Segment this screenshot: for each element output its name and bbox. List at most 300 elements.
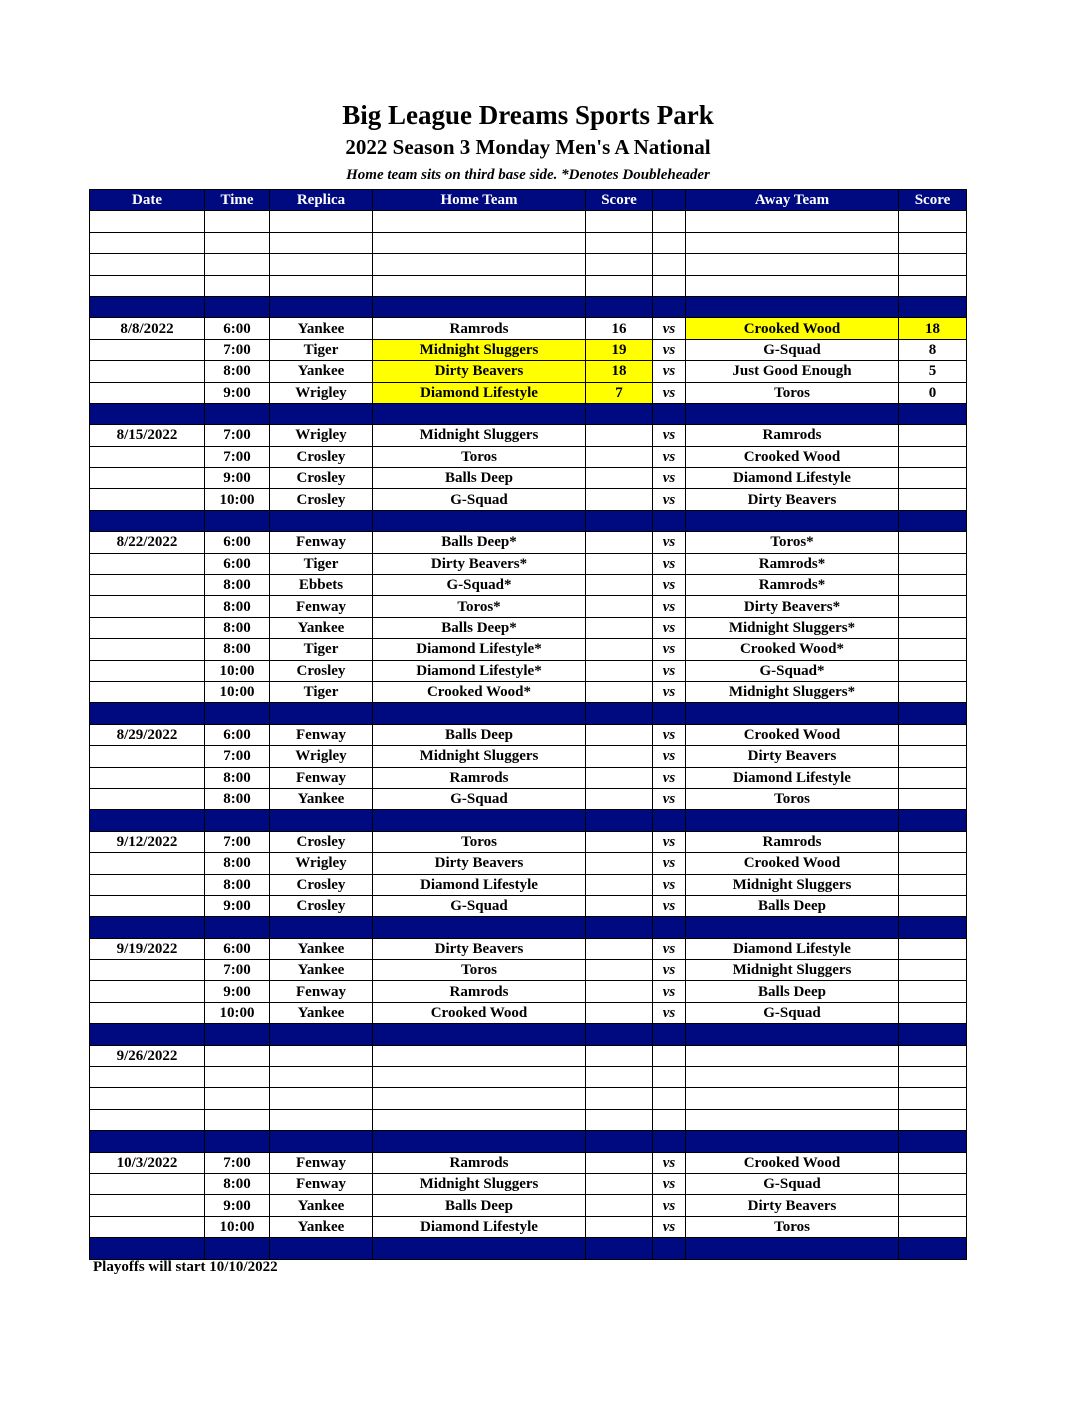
separator-cell — [899, 403, 967, 424]
home-score-cell — [586, 1067, 653, 1088]
replica-field-cell: Yankee — [270, 1195, 373, 1216]
time-cell: 7:00 — [205, 339, 270, 360]
replica-field-cell: Fenway — [270, 532, 373, 553]
away-team-cell: Crooked Wood — [686, 853, 899, 874]
date-cell — [90, 617, 205, 638]
home-team-cell — [373, 1067, 586, 1088]
away-score-cell — [899, 895, 967, 916]
date-cell — [90, 446, 205, 467]
home-score-cell — [586, 489, 653, 510]
separator-cell — [205, 1238, 270, 1259]
separator-cell — [586, 403, 653, 424]
game-row — [90, 532, 967, 553]
game-row — [90, 1045, 967, 1066]
time-cell: 9:00 — [205, 981, 270, 1002]
date-cell — [90, 1067, 205, 1088]
away-score-cell: 0 — [899, 382, 967, 403]
week-separator-row — [90, 1024, 967, 1045]
vs-cell — [653, 1067, 686, 1088]
game-row — [90, 1216, 967, 1237]
away-score-cell — [899, 1088, 967, 1109]
replica-field-cell: Fenway — [270, 596, 373, 617]
replica-field-cell: Fenway — [270, 981, 373, 1002]
separator-cell — [205, 917, 270, 938]
separator-cell — [686, 1131, 899, 1152]
week-separator-row — [90, 810, 967, 831]
away-team-cell — [686, 211, 899, 232]
time-cell — [205, 232, 270, 253]
away-score-cell — [899, 211, 967, 232]
game-row — [90, 960, 967, 981]
separator-cell — [373, 403, 586, 424]
away-score-cell — [899, 1002, 967, 1023]
home-score-cell — [586, 532, 653, 553]
week-separator-row — [90, 703, 967, 724]
time-cell — [205, 211, 270, 232]
home-score-cell — [586, 639, 653, 660]
vs-cell: vs — [653, 960, 686, 981]
separator-cell — [586, 510, 653, 531]
game-row — [90, 874, 967, 895]
away-score-cell — [899, 681, 967, 702]
time-cell: 8:00 — [205, 788, 270, 809]
week-separator-row — [90, 403, 967, 424]
time-cell — [205, 1045, 270, 1066]
column-header-home-score: Score — [586, 190, 653, 211]
away-score-cell — [899, 1109, 967, 1130]
replica-field-cell — [270, 254, 373, 275]
game-row — [90, 981, 967, 1002]
home-score-cell — [586, 831, 653, 852]
separator-cell — [90, 1024, 205, 1045]
week-separator-row — [90, 917, 967, 938]
separator-cell — [373, 1238, 586, 1259]
time-cell: 8:00 — [205, 1173, 270, 1194]
away-team-cell: Dirty Beavers — [686, 1195, 899, 1216]
separator-cell — [586, 1238, 653, 1259]
vs-cell: vs — [653, 617, 686, 638]
separator-cell — [899, 917, 967, 938]
vs-cell: vs — [653, 596, 686, 617]
home-score-cell — [586, 446, 653, 467]
away-team-cell: Toros — [686, 1216, 899, 1237]
separator-cell — [686, 510, 899, 531]
week-separator-row — [90, 1238, 967, 1259]
date-cell: 10/3/2022 — [90, 1152, 205, 1173]
home-score-cell — [586, 874, 653, 895]
separator-cell — [653, 1238, 686, 1259]
away-score-cell — [899, 788, 967, 809]
date-cell — [90, 553, 205, 574]
away-team-cell: Just Good Enough — [686, 361, 899, 382]
away-score-cell — [899, 1152, 967, 1173]
separator-cell — [899, 1024, 967, 1045]
away-team-cell — [686, 254, 899, 275]
date-cell — [90, 1173, 205, 1194]
time-cell: 6:00 — [205, 938, 270, 959]
separator-cell — [653, 810, 686, 831]
separator-cell — [653, 403, 686, 424]
separator-cell — [686, 810, 899, 831]
game-row — [90, 339, 967, 360]
vs-cell: vs — [653, 339, 686, 360]
home-team-cell: Toros — [373, 960, 586, 981]
game-row — [90, 1109, 967, 1130]
home-team-cell: Ramrods — [373, 981, 586, 1002]
vs-cell — [653, 232, 686, 253]
away-score-cell — [899, 767, 967, 788]
week-separator-row — [90, 296, 967, 317]
separator-cell — [270, 296, 373, 317]
home-score-cell — [586, 853, 653, 874]
separator-cell — [373, 510, 586, 531]
separator-cell — [90, 917, 205, 938]
home-score-cell: 7 — [586, 382, 653, 403]
replica-field-cell: Fenway — [270, 1173, 373, 1194]
home-team-cell: Diamond Lifestyle — [373, 382, 586, 403]
time-cell: 10:00 — [205, 681, 270, 702]
column-header-vs — [653, 190, 686, 211]
home-team-cell: Diamond Lifestyle — [373, 874, 586, 895]
away-team-cell — [686, 275, 899, 296]
home-score-cell — [586, 275, 653, 296]
separator-cell — [90, 810, 205, 831]
vs-cell: vs — [653, 831, 686, 852]
away-team-cell: Toros — [686, 788, 899, 809]
away-team-cell: G-Squad* — [686, 660, 899, 681]
replica-field-cell: Yankee — [270, 1216, 373, 1237]
home-score-cell — [586, 788, 653, 809]
game-row — [90, 767, 967, 788]
replica-field-cell: Wrigley — [270, 382, 373, 403]
replica-field-cell: Crosley — [270, 489, 373, 510]
replica-field-cell — [270, 275, 373, 296]
separator-cell — [205, 403, 270, 424]
game-row — [90, 553, 967, 574]
separator-cell — [686, 703, 899, 724]
vs-cell: vs — [653, 489, 686, 510]
separator-cell — [899, 1238, 967, 1259]
game-row — [90, 895, 967, 916]
table-header-row — [90, 190, 967, 211]
replica-field-cell — [270, 211, 373, 232]
away-team-cell: Crooked Wood — [686, 724, 899, 745]
home-team-cell — [373, 1088, 586, 1109]
separator-cell — [586, 703, 653, 724]
separator-cell — [373, 703, 586, 724]
home-team-cell: Balls Deep — [373, 468, 586, 489]
separator-cell — [270, 1238, 373, 1259]
away-team-cell: Midnight Sluggers* — [686, 617, 899, 638]
date-cell — [90, 468, 205, 489]
time-cell: 8:00 — [205, 853, 270, 874]
game-row — [90, 382, 967, 403]
home-score-cell: 16 — [586, 318, 653, 339]
away-score-cell — [899, 468, 967, 489]
away-team-cell: Ramrods* — [686, 553, 899, 574]
time-cell: 7:00 — [205, 746, 270, 767]
home-team-cell: Dirty Beavers — [373, 853, 586, 874]
home-score-cell — [586, 1152, 653, 1173]
away-score-cell — [899, 660, 967, 681]
home-score-cell — [586, 767, 653, 788]
date-cell: 8/15/2022 — [90, 425, 205, 446]
game-row — [90, 1195, 967, 1216]
separator-cell — [586, 810, 653, 831]
separator-cell — [373, 810, 586, 831]
vs-cell: vs — [653, 938, 686, 959]
time-cell: 7:00 — [205, 960, 270, 981]
date-cell: 9/12/2022 — [90, 831, 205, 852]
home-team-cell: Dirty Beavers — [373, 938, 586, 959]
home-score-cell — [586, 960, 653, 981]
vs-cell: vs — [653, 681, 686, 702]
date-cell — [90, 639, 205, 660]
home-score-cell — [586, 660, 653, 681]
separator-cell — [90, 403, 205, 424]
home-team-cell: Diamond Lifestyle* — [373, 639, 586, 660]
vs-cell: vs — [653, 532, 686, 553]
away-team-cell — [686, 1067, 899, 1088]
away-score-cell — [899, 553, 967, 574]
separator-cell — [90, 1131, 205, 1152]
date-cell — [90, 746, 205, 767]
date-cell — [90, 254, 205, 275]
replica-field-cell — [270, 1045, 373, 1066]
away-score-cell — [899, 724, 967, 745]
page-subtitle: 2022 Season 3 Monday Men's A National — [345, 135, 711, 159]
separator-cell — [586, 1131, 653, 1152]
replica-field-cell: Fenway — [270, 767, 373, 788]
home-team-cell: G-Squad — [373, 895, 586, 916]
replica-field-cell: Crosley — [270, 831, 373, 852]
away-team-cell: Midnight Sluggers* — [686, 681, 899, 702]
separator-cell — [270, 1024, 373, 1045]
game-row — [90, 1002, 967, 1023]
week-separator-row — [90, 510, 967, 531]
game-row — [90, 639, 967, 660]
replica-field-cell — [270, 1067, 373, 1088]
away-score-cell — [899, 489, 967, 510]
home-score-cell — [586, 1109, 653, 1130]
time-cell: 8:00 — [205, 575, 270, 596]
away-team-cell: Toros — [686, 382, 899, 403]
time-cell: 7:00 — [205, 446, 270, 467]
date-cell — [90, 232, 205, 253]
home-score-cell — [586, 596, 653, 617]
time-cell: 9:00 — [205, 1195, 270, 1216]
home-team-cell: Ramrods — [373, 318, 586, 339]
home-team-cell: Midnight Sluggers — [373, 339, 586, 360]
date-cell — [90, 211, 205, 232]
game-row — [90, 1152, 967, 1173]
game-row — [90, 1088, 967, 1109]
replica-field-cell — [270, 232, 373, 253]
vs-cell — [653, 211, 686, 232]
home-score-cell — [586, 1002, 653, 1023]
time-cell: 7:00 — [205, 1152, 270, 1173]
separator-cell — [653, 510, 686, 531]
home-score-cell — [586, 1088, 653, 1109]
home-score-cell — [586, 617, 653, 638]
time-cell: 9:00 — [205, 382, 270, 403]
home-team-cell: Ramrods — [373, 1152, 586, 1173]
separator-cell — [586, 296, 653, 317]
separator-cell — [899, 703, 967, 724]
separator-cell — [586, 1024, 653, 1045]
date-cell — [90, 382, 205, 403]
column-header-replica: Replica — [270, 190, 373, 211]
game-row — [90, 468, 967, 489]
separator-cell — [899, 296, 967, 317]
home-team-cell: G-Squad* — [373, 575, 586, 596]
home-score-cell — [586, 1173, 653, 1194]
replica-field-cell: Fenway — [270, 724, 373, 745]
vs-cell: vs — [653, 382, 686, 403]
home-team-cell: Diamond Lifestyle* — [373, 660, 586, 681]
away-team-cell — [686, 232, 899, 253]
away-score-cell — [899, 831, 967, 852]
away-team-cell: Crooked Wood* — [686, 639, 899, 660]
separator-cell — [899, 1131, 967, 1152]
separator-cell — [205, 510, 270, 531]
vs-cell — [653, 275, 686, 296]
separator-cell — [205, 1024, 270, 1045]
separator-cell — [270, 510, 373, 531]
away-team-cell: Diamond Lifestyle — [686, 468, 899, 489]
separator-cell — [686, 1238, 899, 1259]
vs-cell: vs — [653, 788, 686, 809]
separator-cell — [373, 917, 586, 938]
replica-field-cell: Tiger — [270, 339, 373, 360]
vs-cell: vs — [653, 553, 686, 574]
date-cell: 9/26/2022 — [90, 1045, 205, 1066]
away-team-cell: Ramrods — [686, 831, 899, 852]
date-cell: 8/29/2022 — [90, 724, 205, 745]
away-score-cell — [899, 1216, 967, 1237]
home-team-cell: Dirty Beavers — [373, 361, 586, 382]
vs-cell: vs — [653, 767, 686, 788]
away-team-cell: Crooked Wood — [686, 446, 899, 467]
home-team-cell: Toros — [373, 446, 586, 467]
separator-cell — [653, 917, 686, 938]
separator-cell — [586, 917, 653, 938]
home-score-cell — [586, 1195, 653, 1216]
game-row — [90, 938, 967, 959]
time-cell: 8:00 — [205, 617, 270, 638]
away-score-cell — [899, 874, 967, 895]
time-cell — [205, 275, 270, 296]
game-row — [90, 724, 967, 745]
date-cell — [90, 895, 205, 916]
column-header-date: Date — [90, 190, 205, 211]
separator-cell — [205, 1131, 270, 1152]
replica-field-cell: Wrigley — [270, 425, 373, 446]
game-row — [90, 596, 967, 617]
column-header-away-score: Score — [899, 190, 967, 211]
replica-field-cell: Tiger — [270, 639, 373, 660]
home-score-cell — [586, 425, 653, 446]
home-score-cell — [586, 938, 653, 959]
separator-cell — [686, 917, 899, 938]
home-team-cell: Crooked Wood — [373, 1002, 586, 1023]
date-cell — [90, 853, 205, 874]
vs-cell: vs — [653, 425, 686, 446]
away-score-cell — [899, 617, 967, 638]
separator-cell — [373, 1131, 586, 1152]
home-team-cell: Crooked Wood* — [373, 681, 586, 702]
home-score-cell — [586, 746, 653, 767]
time-cell: 8:00 — [205, 874, 270, 895]
time-cell: 8:00 — [205, 361, 270, 382]
away-score-cell — [899, 1195, 967, 1216]
home-score-cell — [586, 1216, 653, 1237]
column-header-time: Time — [205, 190, 270, 211]
vs-cell: vs — [653, 446, 686, 467]
home-score-cell — [586, 681, 653, 702]
time-cell: 10:00 — [205, 489, 270, 510]
vs-cell: vs — [653, 660, 686, 681]
away-score-cell — [899, 425, 967, 446]
away-team-cell: Ramrods* — [686, 575, 899, 596]
separator-cell — [205, 810, 270, 831]
date-cell — [90, 596, 205, 617]
vs-cell: vs — [653, 1216, 686, 1237]
away-score-cell — [899, 960, 967, 981]
home-score-cell: 18 — [586, 361, 653, 382]
time-cell: 6:00 — [205, 724, 270, 745]
separator-cell — [90, 703, 205, 724]
away-score-cell — [899, 446, 967, 467]
time-cell: 8:00 — [205, 639, 270, 660]
away-score-cell — [899, 639, 967, 660]
schedule-note: Home team sits on third base side. *Denotes Doubleheader — [346, 167, 710, 183]
time-cell — [205, 1088, 270, 1109]
separator-cell — [686, 1024, 899, 1045]
time-cell: 7:00 — [205, 425, 270, 446]
vs-cell: vs — [653, 981, 686, 1002]
date-cell: 9/19/2022 — [90, 938, 205, 959]
away-score-cell — [899, 938, 967, 959]
vs-cell: vs — [653, 874, 686, 895]
time-cell: 9:00 — [205, 895, 270, 916]
home-team-cell: Toros* — [373, 596, 586, 617]
game-row — [90, 425, 967, 446]
home-score-cell — [586, 575, 653, 596]
time-cell: 10:00 — [205, 660, 270, 681]
date-cell — [90, 660, 205, 681]
game-row — [90, 232, 967, 253]
separator-cell — [373, 1024, 586, 1045]
home-team-cell — [373, 1109, 586, 1130]
away-team-cell: Midnight Sluggers — [686, 874, 899, 895]
separator-cell — [653, 1131, 686, 1152]
replica-field-cell: Wrigley — [270, 746, 373, 767]
vs-cell: vs — [653, 1195, 686, 1216]
home-team-cell: Balls Deep* — [373, 617, 586, 638]
column-header-home-team: Home Team — [373, 190, 586, 211]
replica-field-cell: Crosley — [270, 895, 373, 916]
date-cell — [90, 767, 205, 788]
home-team-cell — [373, 232, 586, 253]
vs-cell: vs — [653, 895, 686, 916]
away-team-cell: Ramrods — [686, 425, 899, 446]
home-team-cell: Diamond Lifestyle — [373, 1216, 586, 1237]
away-score-cell — [899, 1067, 967, 1088]
home-score-cell — [586, 254, 653, 275]
vs-cell: vs — [653, 853, 686, 874]
vs-cell: vs — [653, 468, 686, 489]
